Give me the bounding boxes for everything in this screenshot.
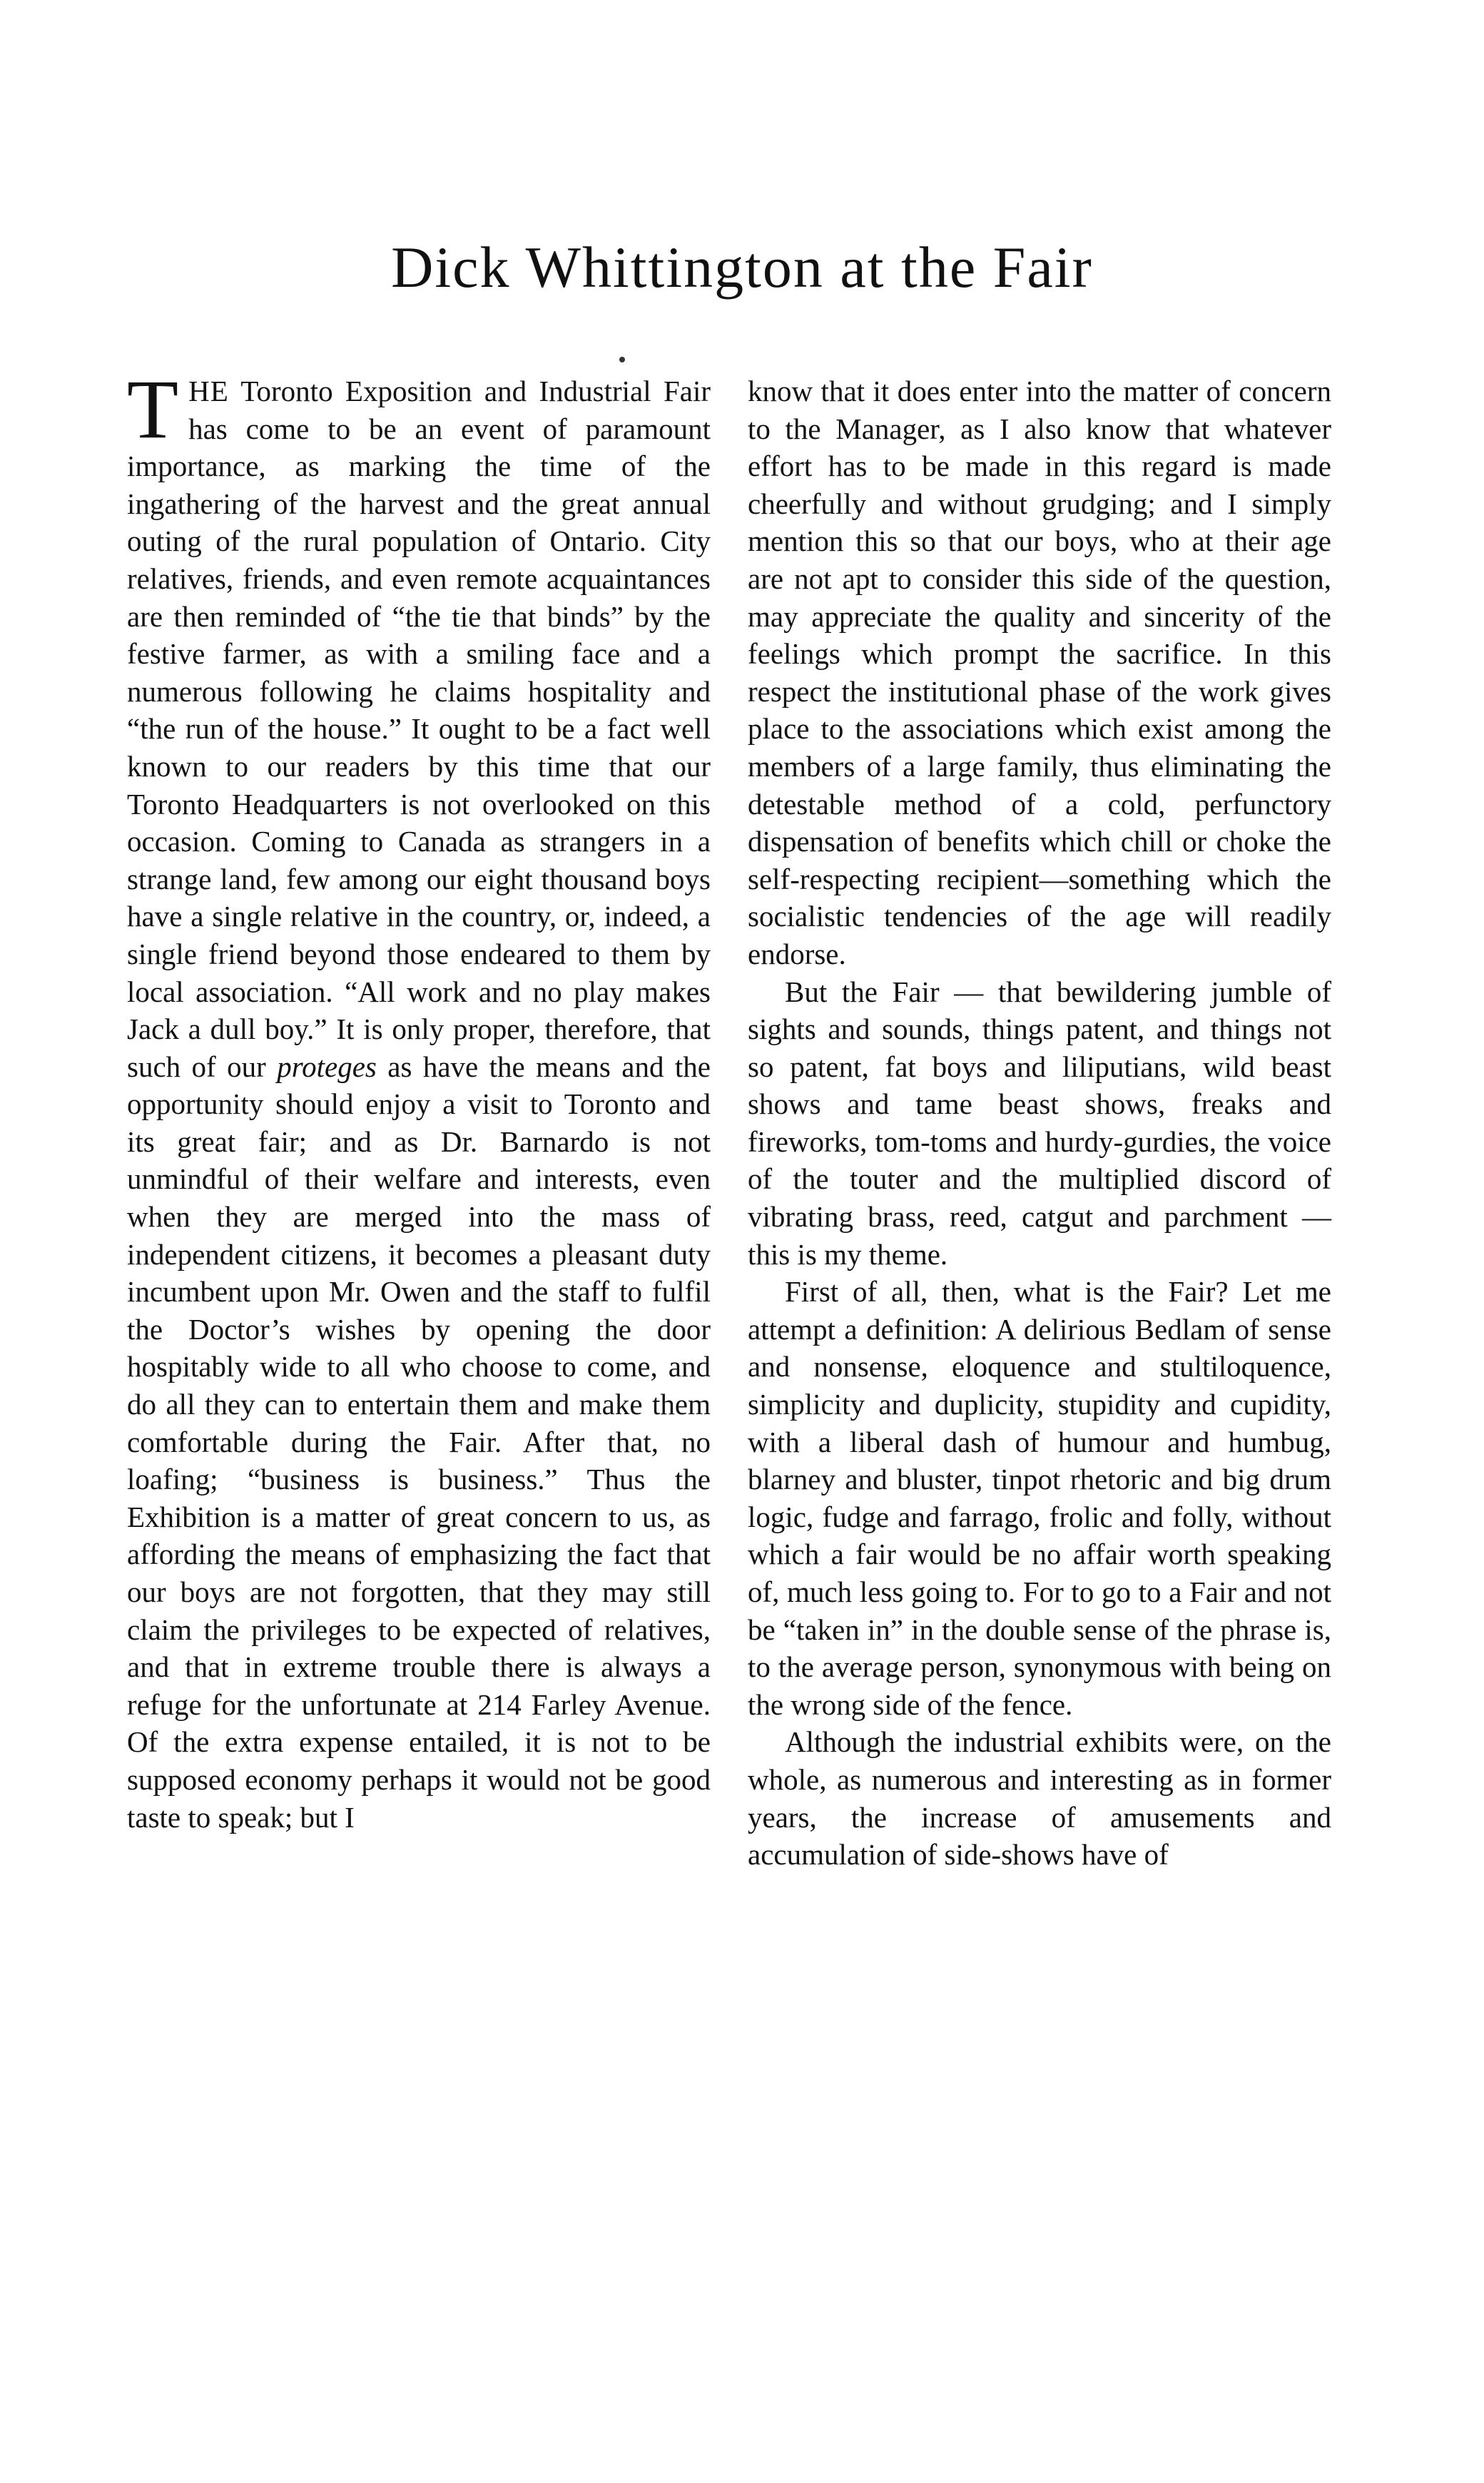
drop-cap: T [127, 362, 179, 456]
right-paragraph-3: First of all, then, what is the Fair? Let me attempt a definition: A delirious Bedlam of sense and nonsense, eloquence and stultiloquence, simplicity and duplicity, stupidity and cupidity, with a liberal dash of humour and humbug, blarney and bluster, tinpot rhetoric and big drum logic, fudge and farrago, frolic and folly, without which a fair would be no affair worth speaking of, much less going to. For to go to a Fair and not be “taken in” in the double sense of the phrase is, to the average person, synonymous with being on the wrong side of the fence. [748, 1275, 1331, 1721]
italic-word-proteges: proteges [277, 1050, 377, 1083]
right-column [748, 372, 1331, 1874]
left-paragraph-1 [127, 362, 711, 1836]
left-paragraph-1-text-a: Toronto Exposition and Industrial Fair has come to be an event of paramount importance, as marking the time of the ingathering of the harvest and the great annual outing of the rural population of Ontario. City relatives, friends, and even remote acquaintances are then reminded of “the tie that binds” by the festive farmer, as with a smiling face and a numerous following he claims hospitality and “the run of the house.” It ought to be a fact well known to our readers by this time that our Toronto Headquarters is not overlooked on this occasion. Coming to Canada as strangers in a strange land, few among our eight thousand boys have a single relative in the country, or, indeed, a single friend beyond those endeared to them by local association. “All work and no play makes Jack a dull boy.” It is only proper, therefore, that such of our [127, 375, 711, 1083]
opening-small-caps: HE [188, 375, 229, 407]
title-ornament-dot [619, 357, 625, 362]
page-title: Dick Whittington at the Fair [391, 235, 1093, 300]
right-paragraph-1: know that it does enter into the matter of concern to the Manager, as I also know that whatever effort has to be made in this regard is made cheerfully and without grudging; and I simply mention this so that our boys, who at their age are not apt to consider this side of the question, may appreciate the quality and sincerity of the feelings which prompt the sacrifice. In this respect the institutional phase of the work gives place to the associations which exist among the members of a large family, thus eliminating the detestable method of a cold, perfunctory dispensation of benefits which chill or choke the self-respecting recipient—something which the socialistic tendencies of the age will readily endorse. [748, 375, 1331, 970]
left-paragraph-1-text-b: as have the means and the opportunity should enjoy a visit to Toronto and its great fair; and as Dr. Barnardo is not unmindful of their welfare and interests, even when they are merged into the mass of independent citizens, it becomes a pleasant duty incumbent upon Mr. Owen and the staff to fulfil the Doctor’s wishes by opening the door hospitably wide to all who choose to come, and do all they can to entertain them and make them comfortable during the Fair. After that, no loafing; “business is business.” Thus the Exhibition is a matter of great concern to us, as affording the means of emphasizing the fact that our boys are not forgotten, that they may still claim the privileges to be expected of relatives, and that in extreme trouble there is always a refuge for the unfortunate at 214 Farley Avenue. Of the extra expense entailed, it is not to be supposed economy perhaps it would not be good taste to speak; but I [127, 1050, 711, 1834]
right-paragraph-2: But the Fair — that bewildering jumble of sights and sounds, things patent, and things not so patent, fat boys and liliputians, wild beast shows and tame beast shows, freaks and fireworks, tom-toms and hurdy-gurdies, the voice of the touter and the multiplied discord of vibrating brass, reed, catgut and parchment — this is my theme. [748, 975, 1331, 1271]
left-column [127, 362, 711, 1836]
right-paragraph-4: Although the industrial exhibits were, on the whole, as numerous and interesting as in former years, the increase of amusements and accumulation of side-shows have of [748, 1725, 1331, 1872]
